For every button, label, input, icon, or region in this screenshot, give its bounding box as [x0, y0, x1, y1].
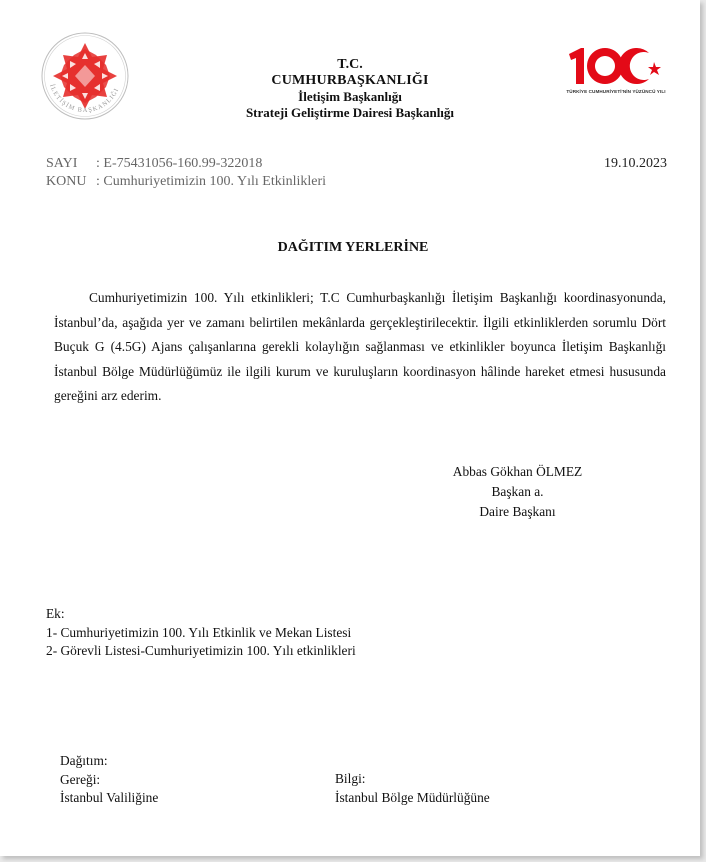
distribution-label: Dağıtım: — [60, 753, 108, 768]
centennial-logo-caption: TÜRKİYE CUMHURİYETİ'NİN YÜZÜNCÜ YILI — [566, 89, 666, 94]
distribution-block — [60, 752, 158, 808]
sayi-row — [46, 155, 326, 173]
geregi-label: Gereği: — [60, 771, 101, 787]
svg-text:İLETİŞİM BAŞKANLIĞI: İLETİŞİM BAŞKANLIĞI — [48, 83, 121, 115]
konu-value: : Cumhuriyetimizin 100. Yılı Etkinlikleri — [96, 174, 327, 189]
attachment-item: 1- Cumhuriyetimizin 100. Yılı Etkinlik ve Mekan Listesi — [46, 624, 352, 640]
document-body — [54, 286, 666, 409]
document-meta — [46, 155, 326, 191]
document-title: DAĞITIM YERLERİNE — [277, 240, 429, 255]
attachments-label: Ek: — [46, 606, 65, 621]
konu-label: KONU — [46, 174, 87, 189]
bilgi-block — [335, 770, 490, 807]
signatory-name: Abbas Gökhan ÖLMEZ — [452, 464, 583, 479]
konu-row — [46, 173, 326, 191]
bilgi-value: İstanbul Bölge Müdürlüğüne — [335, 789, 490, 805]
document-date: 19.10.2023 — [604, 156, 667, 171]
bilgi-label: Bilgi: — [335, 771, 366, 786]
letterhead-line-3: İletişim Başkanlığı — [298, 89, 402, 104]
attachment-item: 2- Görevli Listesi-Cumhuriyetimizin 100. Yılı etkinlikleri — [46, 643, 356, 658]
signatory-title-2: Daire Başkanı — [479, 504, 556, 519]
letterhead-line-2: CUMHURBAŞKANLIĞI — [271, 73, 429, 88]
body-paragraph: Cumhuriyetimizin 100. Yılı etkinlikleri; T.C Cumhurbaşkanlığı İletişim Başkanlığı koordinasyonunda, İstanbul’da, aşağıda yer ve zamanı belirtilen mekânlarda gerçekleştirilecektir. İlgili etkinliklerden sorumlu Dört Buçuk G (4.5G) Ajans çalışanlarına gerekli kolaylığın sağlanması ve etkinlikler boyunca İletişim Başkanlığı İstanbul Bölge Müdürlüğümüz ile ilgili kurum ve kuruluşların koordinasyon hâlinde hareket etmesi hususunda gereğini arz ederim. — [54, 290, 666, 403]
geregi-value: İstanbul Valiliğine — [60, 790, 159, 805]
attachments — [46, 605, 356, 661]
letterhead-line-1: T.C. — [337, 57, 363, 72]
signature-block — [430, 462, 605, 522]
sayi-value: : E-75431056-160.99-322018 — [96, 156, 263, 171]
letterhead — [150, 57, 550, 121]
sayi-label: SAYI — [46, 156, 78, 171]
letterhead-line-4: Strateji Geliştirme Dairesi Başkanlığı — [245, 105, 455, 120]
signatory-title-1: Başkan a. — [491, 484, 544, 499]
iletisim-baskanligi-seal — [40, 31, 130, 121]
